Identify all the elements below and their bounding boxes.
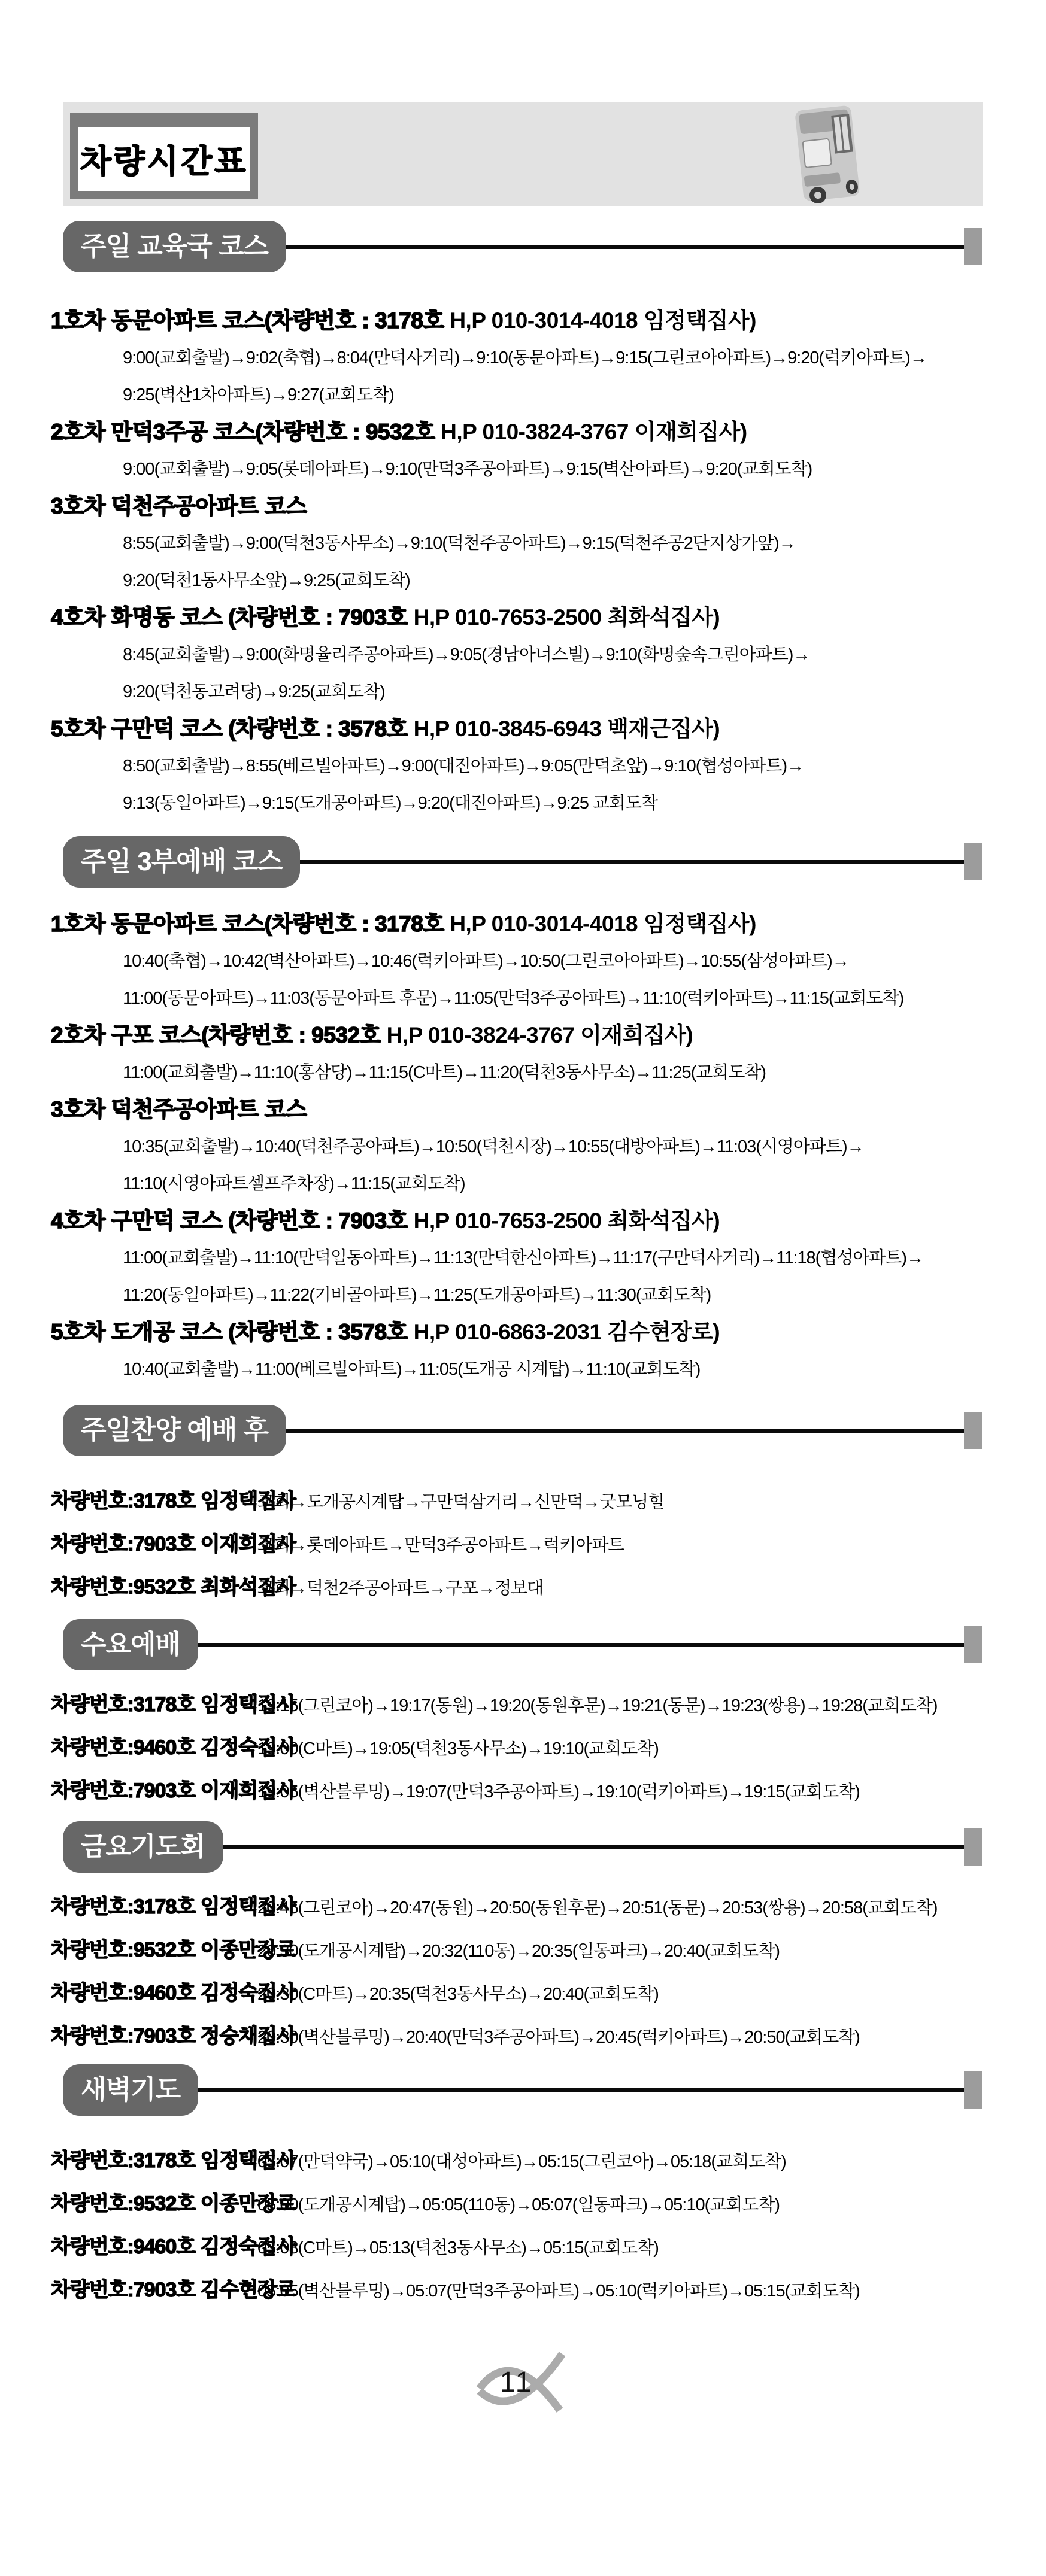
vehicle-row <box>51 2269 995 2312</box>
vehicle-label: 차량번호:7903호 이재희집사 <box>51 1779 296 1802</box>
vehicle-label: 차량번호:9532호 이종만장로 <box>51 1939 296 1961</box>
route-line: 9:20(덕천동고려당)→9:25(교회도착) <box>123 682 385 701</box>
course-title: 4호차 화명동 코스 (차량번호 : 7903호 <box>51 605 408 630</box>
section-sunday-third-service <box>51 906 995 1388</box>
course-heading <box>51 1202 995 1240</box>
section-rule <box>198 1643 964 1647</box>
course-title: 3호차 덕천주공아파트 코스 <box>51 1097 307 1122</box>
course-title: 5호차 도개공 코스 (차량번호 : 3578호 <box>51 1320 408 1344</box>
section-rule <box>286 1429 964 1433</box>
section-dawn-prayer <box>51 2140 995 2312</box>
route-line: 10:35(교회출발)→10:40(덕천주공아파트)→10:50(덕천시장)→10:55(대방아파트)→11:03(시영아파트)→ <box>123 1137 864 1156</box>
route-line: 9:00(교회출발)→9:02(축협)→8:04(만덕사거리)→9:10(동문아파트)→9:15(그린코아아파트)→9:20(럭키아파트)→ <box>123 348 927 367</box>
vehicle-label: 차량번호:9460호 김정숙집사 <box>51 1982 296 2004</box>
route-line: 11:00(동문아파트)→11:03(동문아파트 후문)→11:05(만덕3주공아파트)→11:10(럭키아파트)→11:15(교회도착) <box>123 989 904 1008</box>
course <box>51 1314 995 1388</box>
course-heading <box>51 488 995 525</box>
vehicle-route: 05:05(벽산블루밍)→05:07(만덕3주공아파트)→05:10(럭키아파트)→05:15(교회도착) <box>257 2282 860 2301</box>
page-title: 차량시간표 <box>78 127 250 191</box>
route-line: 11:00(교회출발)→11:10(홍삼당)→11:15(C마트)→11:20(덕천3동사무소)→11:25(교회도착) <box>123 1063 766 1082</box>
vehicle-route: 교회→도개공시계탑→구만덕삼거리→신만덕→굿모닝힐 <box>257 1493 665 1512</box>
course <box>51 302 995 414</box>
fish-logo <box>472 2413 574 2423</box>
course-contact: H,P 010-3014-4018 임정택집사) <box>444 308 756 333</box>
course <box>51 710 995 822</box>
section-endcap <box>964 1828 982 1866</box>
vehicle-route: 교회→롯데아파트→만덕3주공아파트→럭키아파트 <box>257 1536 624 1555</box>
bus-icon <box>783 103 872 209</box>
bulletin-page <box>0 102 1046 2421</box>
course-heading <box>51 710 995 748</box>
route-line: 8:55(교회출발)→9:00(덕천3동사무소)→9:10(덕천주공아파트)→9:15(덕천주공2단지상가앞)→ <box>123 534 796 553</box>
section-after-praise-service <box>51 1480 995 1609</box>
section-pill: 주일 교육국 코스 <box>63 221 286 272</box>
title-frame <box>70 113 258 199</box>
course-title: 4호차 구만덕 코스 (차량번호 : 7903호 <box>51 1208 408 1233</box>
section-header-friday-prayer <box>63 1821 982 1873</box>
vehicle-route: 20:30(C마트)→20:35(덕천3동사무소)→20:40(교회도착) <box>257 1985 659 2004</box>
course-title: 2호차 만덕3주공 코스(차량번호 : 9532호 <box>51 420 435 444</box>
vehicle-row <box>51 1566 995 1609</box>
route-line: 9:13(동일아파트)→9:15(도개공아파트)→9:20(대진아파트)→9:25 교회도착 <box>123 794 658 813</box>
course-heading <box>51 599 995 636</box>
vehicle-row <box>51 1727 995 1770</box>
course-title: 1호차 동문아파트 코스(차량번호 : 3178호 <box>51 912 444 936</box>
route-line: 9:00(교회출발)→9:05(롯데아파트)→9:10(만덕3주공아파트)→9:15(벽산아파트)→9:20(교회도착) <box>123 460 812 479</box>
page-footer <box>472 2349 574 2421</box>
section-rule <box>286 245 964 249</box>
course-title: 1호차 동문아파트 코스(차량번호 : 3178호 <box>51 308 444 333</box>
vehicle-label: 차량번호:7903호 정승채집사 <box>51 2025 296 2048</box>
course-heading <box>51 1017 995 1054</box>
vehicle-label: 차량번호:7903호 김수현장로 <box>51 2279 296 2301</box>
vehicle-route: 20:30(벽산블루밍)→20:40(만덕3주공아파트)→20:45(럭키아파트)→20:50(교회도착) <box>257 2028 860 2047</box>
section-wednesday-service <box>51 1684 995 1813</box>
course <box>51 599 995 710</box>
vehicle-route: 05:00(도개공시계탑)→05:05(110동)→05:07(일동파크)→05:10(교회도착) <box>257 2195 780 2214</box>
vehicle-label: 차량번호:7903호 이재희집사 <box>51 1533 296 1556</box>
course <box>51 414 995 488</box>
vehicle-row <box>51 1929 995 1972</box>
vehicle-route: 20:45(그린코아)→20:47(동원)→20:50(동원후문)→20:51(동문)→20:53(쌍용)→20:58(교회도착) <box>257 1898 938 1918</box>
vehicle-row <box>51 1480 995 1523</box>
vehicle-route: 19:15(그린코아)→19:17(동원)→19:20(동원후문)→19:21(동문)→19:23(쌍용)→19:28(교회도착) <box>257 1696 938 1715</box>
vehicle-row <box>51 1770 995 1813</box>
course-heading <box>51 414 995 451</box>
route-line: 8:45(교회출발)→9:00(화명율리주공아파트)→9:05(경남아너스빌)→9:10(화명숲속그린아파트)→ <box>123 645 810 664</box>
vehicle-route: 교회→덕천2주공아파트→구포→정보대 <box>257 1579 544 1598</box>
page-number: 11 <box>499 2367 533 2398</box>
route-line: 9:25(벽산1차아파트)→9:27(교회도착) <box>123 385 394 405</box>
route-line: 10:40(축협)→10:42(벽산아파트)→10:46(럭키아파트)→10:50(그린코아아파트)→10:55(삼성아파트)→ <box>123 952 849 971</box>
vehicle-label: 차량번호:3178호 임정택집사 <box>51 1693 296 1716</box>
route-line: 9:20(덕천1동사무소앞)→9:25(교회도착) <box>123 571 410 590</box>
section-rule <box>198 2088 964 2092</box>
vehicle-row <box>51 2183 995 2226</box>
section-header-after-praise-service <box>63 1405 982 1456</box>
section-rule <box>300 860 964 864</box>
course-contact: H,P 010-3845-6943 백재근집사) <box>407 716 720 741</box>
vehicle-label: 차량번호:3178호 임정택집사 <box>51 1490 296 1512</box>
vehicle-route: 19:05(벽산블루밍)→19:07(만덕3주공아파트)→19:10(럭키아파트)→19:15(교회도착) <box>257 1782 860 1802</box>
vehicle-label: 차량번호:9460호 김정숙집사 <box>51 1736 296 1759</box>
vehicle-label: 차량번호:9532호 최화석집사 <box>51 1576 296 1599</box>
section-endcap <box>964 843 982 880</box>
route-line: 11:10(시영아파트셀프주차장)→11:15(교회도착) <box>123 1174 465 1193</box>
course-title: 5호차 구만덕 코스 (차량번호 : 3578호 <box>51 716 408 741</box>
section-header-sunday-third-service <box>63 836 982 888</box>
vehicle-row <box>51 2140 995 2183</box>
course-heading <box>51 302 995 339</box>
course-heading <box>51 1314 995 1351</box>
vehicle-row <box>51 1972 995 2015</box>
vehicle-route: 05:07(만덕약국)→05:10(대성아파트)→05:15(그린코아)→05:18(교회도착) <box>257 2152 786 2171</box>
vehicle-row <box>51 1886 995 1929</box>
course <box>51 1017 995 1091</box>
course-heading <box>51 1091 995 1128</box>
course-contact: H,P 010-3824-3767 이재희집사) <box>380 1023 693 1047</box>
section-pill: 금요기도회 <box>63 1821 223 1873</box>
course-title: 3호차 덕천주공아파트 코스 <box>51 494 307 518</box>
course-contact: H,P 010-7653-2500 최화석집사) <box>407 1208 720 1233</box>
title-banner <box>63 102 983 206</box>
course-title: 2호차 구포 코스(차량번호 : 9532호 <box>51 1023 381 1047</box>
section-header-sunday-education <box>63 221 982 272</box>
course <box>51 906 995 1017</box>
course <box>51 1091 995 1202</box>
vehicle-row <box>51 1523 995 1566</box>
section-endcap <box>964 228 982 265</box>
vehicle-label: 차량번호:9460호 김정숙집사 <box>51 2235 296 2258</box>
section-rule <box>223 1845 964 1849</box>
course <box>51 1202 995 1314</box>
section-friday-prayer <box>51 1886 995 2058</box>
section-endcap <box>964 1626 982 1663</box>
section-endcap <box>964 2071 982 2109</box>
course-heading <box>51 906 995 943</box>
course <box>51 488 995 599</box>
course-contact: H,P 010-3014-4018 임정택집사) <box>444 912 756 936</box>
vehicle-label: 차량번호:3178호 임정택집사 <box>51 1895 296 1918</box>
route-line: 8:50(교회출발)→8:55(베르빌아파트)→9:00(대진아파트)→9:05(만덕초앞)→9:10(협성아파트)→ <box>123 757 804 776</box>
route-line: 10:40(교회출발)→11:00(베르빌아파트)→11:05(도개공 시계탑)→11:10(교회도착) <box>123 1360 701 1379</box>
section-pill: 주일 3부예배 코스 <box>63 836 300 888</box>
section-sunday-education <box>51 302 995 822</box>
vehicle-row <box>51 1684 995 1727</box>
vehicle-label: 차량번호:3178호 임정택집사 <box>51 2149 296 2172</box>
vehicle-row <box>51 2015 995 2058</box>
section-header-dawn-prayer <box>63 2064 982 2116</box>
vehicle-row <box>51 2226 995 2269</box>
section-header-wednesday-service <box>63 1619 982 1670</box>
vehicle-route: 19:00(C마트)→19:05(덕천3동사무소)→19:10(교회도착) <box>257 1739 659 1758</box>
route-line: 11:20(동일아파트)→11:22(기비골아파트)→11:25(도개공아파트)→11:30(교회도착) <box>123 1286 711 1305</box>
route-line: 11:00(교회출발)→11:10(만덕일동아파트)→11:13(만덕한신아파트)→11:17(구만덕사거리)→11:18(협성아파트)→ <box>123 1248 924 1268</box>
course-contact: H,P 010-7653-2500 최화석집사) <box>407 605 720 630</box>
section-pill: 주일찬양 예배 후 <box>63 1405 286 1456</box>
section-endcap <box>964 1412 982 1449</box>
section-pill: 수요예배 <box>63 1619 198 1670</box>
section-pill: 새벽기도 <box>63 2064 198 2116</box>
course-contact: H,P 010-3824-3767 이재희집사) <box>435 420 747 444</box>
vehicle-route: 05:08(C마트)→05:13(덕천3동사무소)→05:15(교회도착) <box>257 2238 659 2258</box>
vehicle-route: 20:30(도개공시계탑)→20:32(110동)→20:35(일동파크)→20:40(교회도착) <box>257 1942 780 1961</box>
course-contact: H,P 010-6863-2031 김수현장로) <box>407 1320 720 1344</box>
vehicle-label: 차량번호:9532호 이종만장로 <box>51 2192 296 2215</box>
